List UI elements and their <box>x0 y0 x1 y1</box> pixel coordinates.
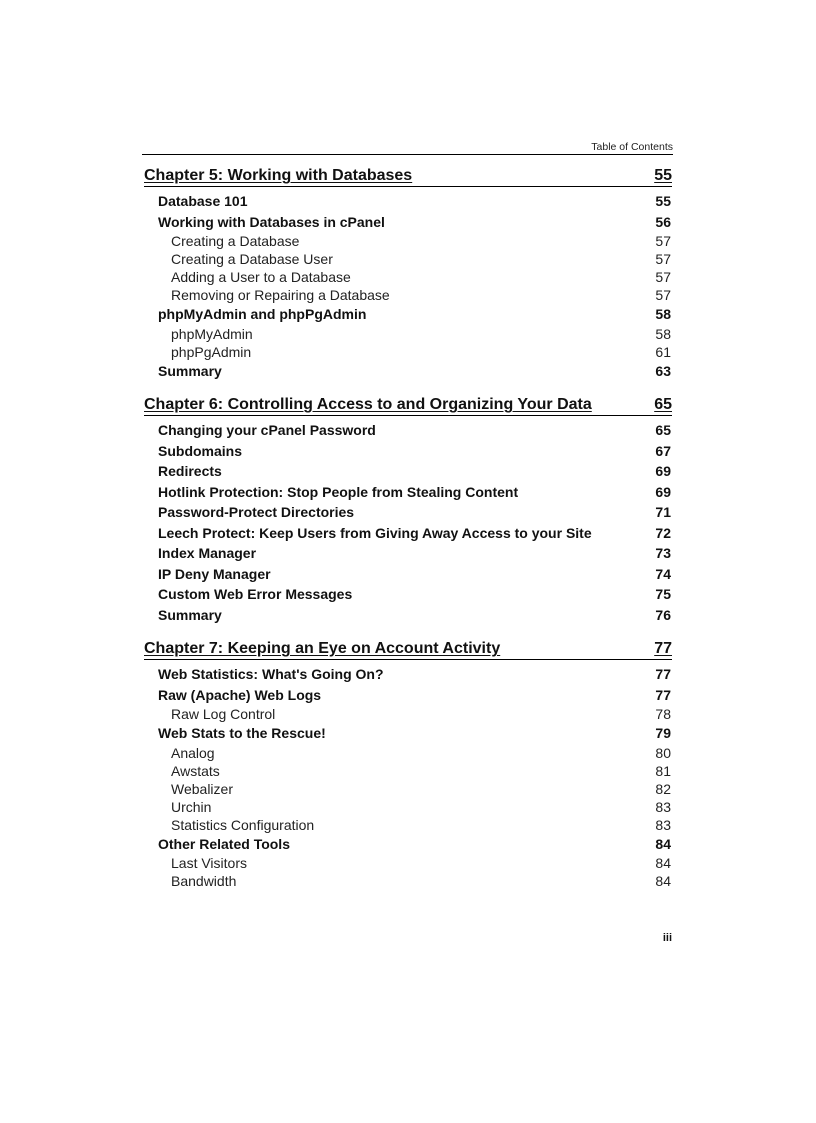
entry-title: Hotlink Protection: Stop People from Stealing Content <box>158 483 519 500</box>
chapter-page-number: 77 <box>654 640 672 657</box>
entry-title: Removing or Repairing a Database <box>171 287 390 303</box>
toc-subsection-entry[interactable] <box>144 232 672 250</box>
entry-page-number: 81 <box>655 762 671 779</box>
entry-page-number: 61 <box>655 343 671 360</box>
toc-subsection-entry[interactable] <box>144 780 672 798</box>
entry-title: Webalizer <box>171 780 233 797</box>
chapter-heading[interactable] <box>144 633 672 660</box>
entry-title: Last Visitors <box>171 855 247 871</box>
entry-title: Statistics Configuration <box>171 816 315 833</box>
entry-title: Raw Log Control <box>171 706 276 722</box>
toc-subsection-entry[interactable] <box>144 325 672 343</box>
entry-title: Web Statistics: What's Going On? <box>158 666 384 682</box>
toc-section-entry[interactable] <box>144 723 672 744</box>
entry-title: Database 101 <box>158 193 248 209</box>
toc-section-entry[interactable] <box>144 361 672 382</box>
entry-page-number: 63 <box>655 362 671 379</box>
toc-section-entry[interactable] <box>144 605 672 626</box>
toc-subsection-entry[interactable] <box>144 854 672 872</box>
entry-page-number: 71 <box>655 504 671 520</box>
entry-title: phpMyAdmin and phpPgAdmin <box>158 306 367 322</box>
entry-page-number: 77 <box>655 686 671 703</box>
toc-subsection-entry[interactable] <box>144 705 672 723</box>
toc-section-entry[interactable] <box>144 584 672 605</box>
table-of-contents <box>144 160 672 898</box>
entry-page-number: 83 <box>655 816 671 833</box>
entry-list <box>144 191 672 381</box>
toc-section-entry[interactable] <box>144 191 672 212</box>
toc-section-entry[interactable] <box>144 482 672 503</box>
toc-section-entry[interactable] <box>144 543 672 564</box>
running-header: Table of Contents <box>591 141 673 153</box>
chapter-heading[interactable] <box>144 389 672 416</box>
chapter-section <box>144 160 672 381</box>
chapter-title: Chapter 7: Keeping an Eye on Account Activity <box>144 640 501 657</box>
toc-section-entry[interactable] <box>144 212 672 233</box>
entry-page-number: 57 <box>655 287 671 303</box>
entry-title: Summary <box>158 362 222 379</box>
entry-page-number: 77 <box>655 666 671 682</box>
entry-list <box>144 664 672 890</box>
toc-section-entry[interactable] <box>144 502 672 523</box>
entry-title: phpMyAdmin <box>171 325 253 342</box>
entry-page-number: 58 <box>655 306 671 322</box>
toc-subsection-entry[interactable] <box>144 872 672 890</box>
entry-title: Password-Protect Directories <box>158 504 355 520</box>
entry-page-number: 55 <box>655 193 671 209</box>
entry-title: Summary <box>158 606 222 623</box>
entry-title: Analog <box>171 744 215 761</box>
entry-page-number: 65 <box>655 422 671 438</box>
entry-title: Bandwidth <box>171 873 237 889</box>
entry-page-number: 80 <box>655 744 671 761</box>
entry-page-number: 83 <box>655 798 671 815</box>
toc-subsection-entry[interactable] <box>144 762 672 780</box>
toc-subsection-entry[interactable] <box>144 343 672 361</box>
entry-page-number: 57 <box>655 233 671 249</box>
entry-page-number: 84 <box>655 873 671 889</box>
header-rule <box>142 154 673 155</box>
entry-title: Creating a Database User <box>171 251 333 267</box>
entry-list <box>144 420 672 625</box>
toc-subsection-entry[interactable] <box>144 816 672 834</box>
toc-subsection-entry[interactable] <box>144 268 672 286</box>
toc-subsection-entry[interactable] <box>144 286 672 304</box>
toc-subsection-entry[interactable] <box>144 744 672 762</box>
page-number: iii <box>662 932 672 944</box>
toc-section-entry[interactable] <box>144 564 672 585</box>
entry-page-number: 69 <box>655 483 671 500</box>
entry-title: Creating a Database <box>171 233 300 249</box>
entry-title: Adding a User to a Database <box>171 269 351 285</box>
entry-page-number: 82 <box>655 780 671 797</box>
entry-title: Changing your cPanel Password <box>158 422 376 438</box>
entry-title: Subdomains <box>158 442 243 459</box>
toc-section-entry[interactable] <box>144 664 672 685</box>
chapter-heading[interactable] <box>144 160 672 187</box>
entry-page-number: 84 <box>655 835 671 852</box>
entry-page-number: 73 <box>655 545 671 561</box>
entry-title: Leech Protect: Keep Users from Giving Away Access to your Site <box>158 524 592 541</box>
toc-subsection-entry[interactable] <box>144 798 672 816</box>
toc-section-entry[interactable] <box>144 304 672 325</box>
chapter-page-number: 55 <box>654 167 672 184</box>
entry-page-number: 56 <box>655 213 671 230</box>
toc-section-entry[interactable] <box>144 834 672 855</box>
chapter-page-number: 65 <box>654 396 672 413</box>
entry-page-number: 72 <box>655 524 671 541</box>
entry-page-number: 75 <box>655 586 671 602</box>
entry-title: Index Manager <box>158 545 257 561</box>
chapter-title: Chapter 6: Controlling Access to and Organizing Your Data <box>144 396 592 413</box>
entry-title: Working with Databases in cPanel <box>158 213 385 230</box>
entry-page-number: 57 <box>655 251 671 267</box>
entry-title: phpPgAdmin <box>171 343 252 360</box>
toc-section-entry[interactable] <box>144 420 672 441</box>
entry-page-number: 69 <box>655 463 671 479</box>
chapter-section <box>144 633 672 890</box>
entry-page-number: 58 <box>655 325 671 342</box>
entry-page-number: 79 <box>655 725 671 741</box>
entry-title: Custom Web Error Messages <box>158 586 353 602</box>
chapter-title: Chapter 5: Working with Databases <box>144 167 413 184</box>
entry-page-number: 78 <box>655 706 671 722</box>
entry-title: Redirects <box>158 463 222 479</box>
entry-title: IP Deny Manager <box>158 565 271 582</box>
entry-page-number: 84 <box>655 855 671 871</box>
toc-subsection-entry[interactable] <box>144 250 672 268</box>
entry-title: Other Related Tools <box>158 835 290 852</box>
toc-section-entry[interactable] <box>144 685 672 706</box>
entry-page-number: 57 <box>655 269 671 285</box>
entry-page-number: 67 <box>655 442 671 459</box>
toc-section-entry[interactable] <box>144 441 672 462</box>
entry-title: Urchin <box>171 798 212 815</box>
entry-title: Awstats <box>171 762 220 779</box>
entry-page-number: 76 <box>655 606 671 623</box>
entry-page-number: 74 <box>655 565 671 582</box>
entry-title: Web Stats to the Rescue! <box>158 725 326 741</box>
toc-section-entry[interactable] <box>144 523 672 544</box>
chapter-section <box>144 389 672 625</box>
entry-title: Raw (Apache) Web Logs <box>158 686 322 703</box>
toc-section-entry[interactable] <box>144 461 672 482</box>
